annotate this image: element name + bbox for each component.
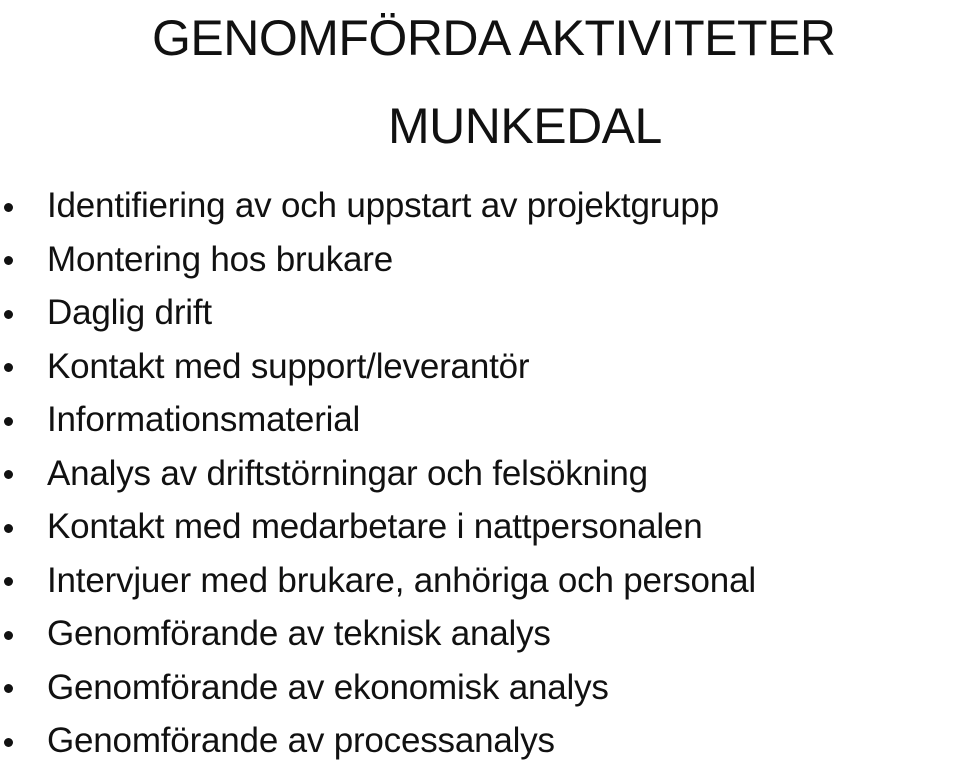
title-line-1: GENOMFÖRDA AKTIVITETER — [152, 10, 836, 66]
bullet-dot-icon — [4, 631, 13, 640]
bullet-dot-icon — [4, 470, 13, 479]
list-item — [0, 661, 960, 715]
bullet-dot-icon — [4, 203, 13, 212]
list-item-text: Daglig drift — [47, 293, 212, 333]
bullet-dot-icon — [4, 738, 13, 747]
bullet-dot-icon — [4, 363, 13, 372]
activity-list — [0, 179, 960, 768]
list-item — [0, 233, 960, 287]
bullet-dot-icon — [4, 524, 13, 533]
list-item-text: Informationsmaterial — [47, 400, 361, 440]
bullet-dot-icon — [4, 577, 13, 586]
bullet-dot-icon — [4, 256, 13, 265]
bullet-dot-icon — [4, 417, 13, 426]
list-item — [0, 500, 960, 554]
list-item — [0, 340, 960, 394]
list-item — [0, 714, 960, 768]
list-item — [0, 286, 960, 340]
list-item-text: Intervjuer med brukare, anhöriga och personal — [47, 560, 756, 600]
list-item — [0, 447, 960, 501]
list-item-text: Montering hos brukare — [47, 239, 393, 279]
list-item-text: Kontakt med medarbetare i nattpersonalen — [47, 507, 703, 547]
title-line-2: MUNKEDAL — [388, 98, 662, 154]
bullet-dot-icon — [4, 684, 13, 693]
bullet-dot-icon — [4, 310, 13, 319]
list-item — [0, 393, 960, 447]
list-item — [0, 607, 960, 661]
list-item — [0, 554, 960, 608]
list-item-text: Genomförande av processanalys — [47, 721, 555, 761]
list-item-text: Genomförande av ekonomisk analys — [47, 667, 609, 707]
list-item-text: Identifiering av och uppstart av projektgrupp — [47, 186, 719, 226]
list-item-text: Analys av driftstörningar och felsökning — [47, 453, 648, 493]
list-item-text: Kontakt med support/leverantör — [47, 346, 530, 386]
list-item — [0, 179, 960, 233]
list-item-text: Genomförande av teknisk analys — [47, 614, 551, 654]
